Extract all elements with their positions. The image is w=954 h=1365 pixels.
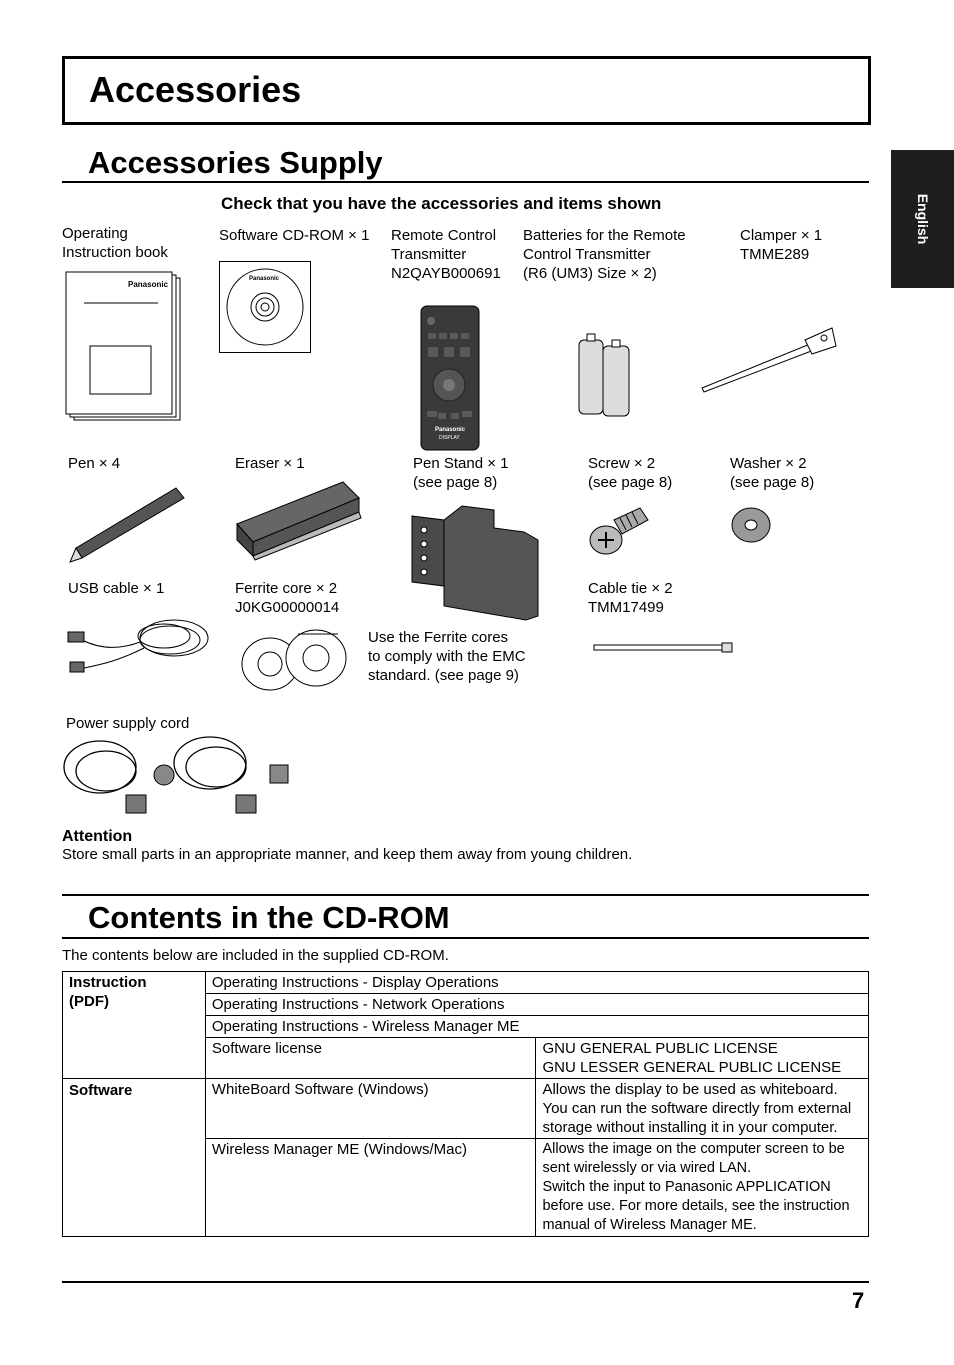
remote-brand: Panasonic (435, 427, 466, 433)
remote-illustration (420, 305, 480, 451)
table-row (63, 1079, 869, 1139)
eraser-illustration (233, 478, 363, 562)
screw-illustration (588, 504, 650, 558)
footer-rule (62, 1281, 869, 1283)
table-cell: Allows the display to be used as whiteboard. You can run the software directly from external storage without installing it in your computer. (536, 1079, 869, 1139)
pen-stand-label: Pen Stand × 1 (see page 8) (413, 455, 509, 491)
cdrom-illustration (219, 261, 311, 353)
ferrite-note: Use the Ferrite cores to comply with the EMC standard. (see page 9) (368, 629, 526, 684)
table-cell: WhiteBoard Software (Windows) (205, 1079, 536, 1139)
manual-illustration (66, 272, 181, 422)
power-cord-label: Power supply cord (66, 715, 190, 732)
batteries-illustration (578, 332, 633, 418)
software-category: Software (63, 1079, 206, 1237)
table-row (63, 972, 869, 994)
washer-illustration (730, 505, 772, 545)
remote-model: DISPLAY (439, 435, 460, 441)
cdrom-brand: Panasonic (249, 276, 280, 282)
cdrom-contents-table (62, 971, 869, 1237)
check-instruction: Check that you have the accessories and items shown (221, 194, 662, 213)
section-rule (62, 894, 869, 896)
table-cell: Wireless Manager ME (Windows/Mac) (205, 1139, 536, 1237)
cable-tie-label: Cable tie × 2 TMM17499 (588, 580, 673, 616)
page-title-box (62, 56, 871, 125)
manual-brand: Panasonic (128, 280, 169, 289)
washer-label: Washer × 2 (see page 8) (730, 455, 815, 491)
table-cell: Operating Instructions - Display Operations (205, 972, 868, 994)
cable-tie-illustration (592, 642, 736, 654)
pen-label: Pen × 4 (68, 455, 121, 472)
table-cell: GNU GENERAL PUBLIC LICENSE GNU LESSER GENERAL PUBLIC LICENSE (536, 1038, 869, 1079)
table-cell: Software license (205, 1038, 536, 1079)
power-cord-illustration (60, 733, 292, 825)
screw-label: Screw × 2 (see page 8) (588, 455, 673, 491)
eraser-label: Eraser × 1 (235, 455, 305, 472)
pen-stand-illustration (410, 504, 540, 622)
page-number: 7 (852, 1288, 865, 1313)
attention-title: Attention (62, 828, 133, 845)
page-title: Accessories (89, 69, 302, 110)
cdrom-intro: The contents below are included in the supplied CD-ROM. (62, 947, 449, 964)
language-tab (891, 150, 954, 288)
table-cell: Operating Instructions - Wireless Manager ME (205, 1016, 868, 1038)
clamper-label: Clamper × 1 TMME289 (740, 227, 823, 263)
ferrite-core-label: Ferrite core × 2 J0KG00000014 (235, 580, 340, 616)
ferrite-core-illustration (238, 624, 352, 694)
manual-label: Operating Instruction book (62, 225, 168, 261)
remote-label: Remote Control Transmitter N2QAYB000691 (391, 227, 501, 282)
pen-illustration (66, 486, 186, 564)
attention-text: Store small parts in an appropriate manner, and keep them away from young children. (62, 846, 633, 863)
batteries-label: Batteries for the Remote Control Transmitter (R6 (UM3) Size × 2) (523, 227, 686, 282)
clamper-illustration (700, 326, 840, 392)
section-rule (62, 181, 869, 183)
usb-cable-illustration (64, 612, 214, 678)
section-rule (62, 937, 869, 939)
instruction-category: Instruction (PDF) (63, 972, 206, 1079)
cdrom-heading: Contents in the CD-ROM (88, 900, 450, 935)
language-tab-label: English (914, 193, 931, 245)
table-cell: Operating Instructions - Network Operations (205, 994, 868, 1016)
usb-cable-label: USB cable × 1 (68, 580, 165, 597)
accessories-supply-heading: Accessories Supply (88, 145, 383, 180)
table-cell: Allows the image on the computer screen to be sent wirelessly or via wired LAN. Switch the input to Panasonic APPLICATION before use. For more details, see the instruction manual of Wireless Manager ME. (536, 1139, 869, 1237)
cdrom-label: Software CD-ROM × 1 (219, 227, 370, 244)
